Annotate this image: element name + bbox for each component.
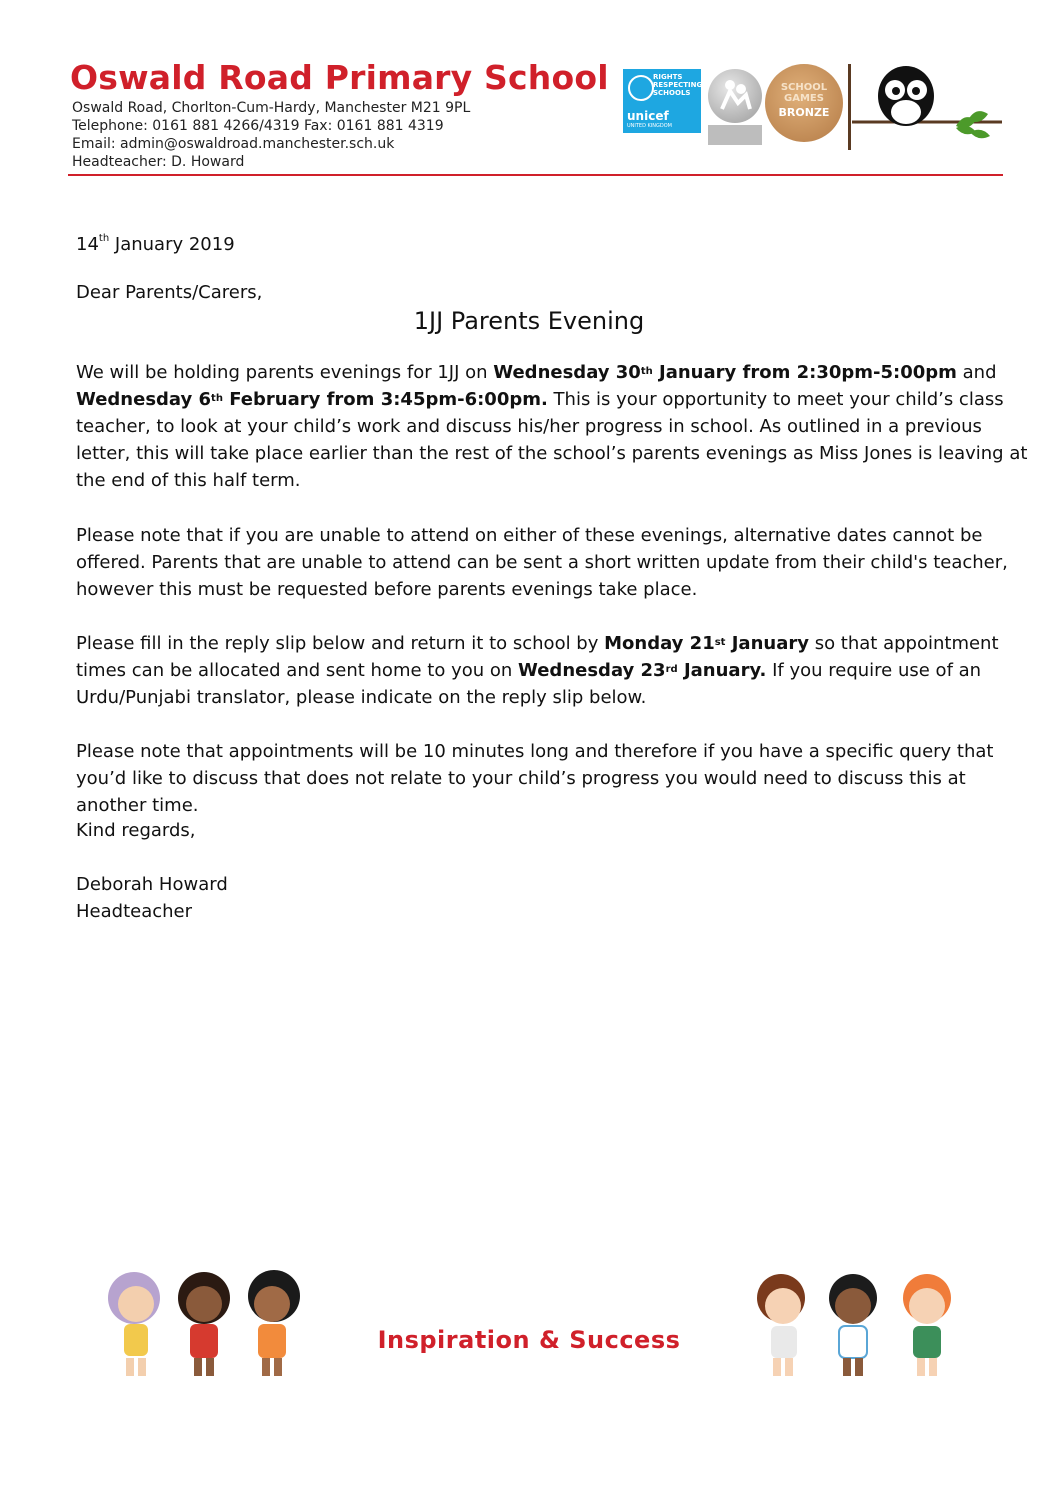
paragraph-alternative-dates: Please note that if you are unable to attend on either of these evenings, alternative dates cannot be offered. Parents that are unable to attend can be sent a short written update from their child's teacher, however this must be requested before parents evenings take place.	[76, 525, 1008, 600]
globe-icon	[628, 75, 654, 101]
children-illustration-right	[745, 1268, 963, 1388]
school-phone: Telephone: 0161 881 4266/4319 Fax: 0161 881 4319	[72, 118, 444, 134]
signer-title: Headteacher	[76, 901, 193, 922]
school-games-logo	[765, 64, 843, 142]
paragraph-appointments: Please note that appointments will be 10 minutes long and therefore if you have a specific query that you’d like to discuss that does not relate to your child’s progress you would need to discuss this at another time.	[76, 741, 994, 816]
salutation: Dear Parents/Carers,	[76, 282, 263, 303]
signer-name: Deborah Howard	[76, 874, 228, 895]
header-divider	[68, 174, 1003, 176]
paragraph-reply-slip: Please fill in the reply slip below and return it to school by Monday 21st January so that appointment times can be allocated and sent home to you on Wednesday 23rd January. If you require use of an Urdu/Punjabi translator, please indicate on the reply slip below.	[76, 633, 999, 708]
tree-branch	[848, 64, 851, 150]
children-icon	[745, 1268, 963, 1388]
unicef-label: unicef	[627, 109, 669, 123]
closing: Kind regards,	[76, 820, 196, 841]
school-name: Oswald Road Primary School	[70, 58, 609, 97]
rights-respecting-logo	[623, 69, 701, 133]
games-level: BRONZE	[778, 106, 830, 119]
school-address: Oswald Road, Chorlton-Cum-Hardy, Manchester M21 9PL	[72, 100, 471, 116]
games-label: SCHOOL GAMES	[780, 82, 828, 104]
letter-title: 1JJ Parents Evening	[413, 307, 645, 335]
owl-logo	[852, 64, 1002, 150]
letter-date: 14th January 2019	[76, 233, 235, 255]
sport-figures-icon	[708, 69, 762, 123]
paragraph-dates: We will be holding parents evenings for 1JJ on Wednesday 30th January from 2:30pm-5:00pm and Wednesday 6th February from 3:45pm-6:00pm. This is your opportunity to meet your child’s class teacher, to look at your child’s work and discuss his/her progress in school. As outlined in a previous letter, this will take place earlier than the rest of the school’s parents evenings as Miss Jones is leaving at the end of this half term.	[76, 362, 1028, 491]
sport-mark-logo	[708, 69, 762, 123]
unicef-uk-label: UNITED KINGDOM	[627, 123, 672, 129]
sport-mark-caption	[708, 125, 762, 145]
rrs-label: RIGHTS RESPECTING SCHOOLS	[653, 73, 703, 97]
school-motto: Inspiration & Success	[377, 1326, 681, 1354]
headteacher-line: Headteacher: D. Howard	[72, 154, 245, 170]
school-email: Email: admin@oswaldroad.manchester.sch.uk	[72, 136, 395, 152]
owl-icon	[852, 64, 1002, 150]
